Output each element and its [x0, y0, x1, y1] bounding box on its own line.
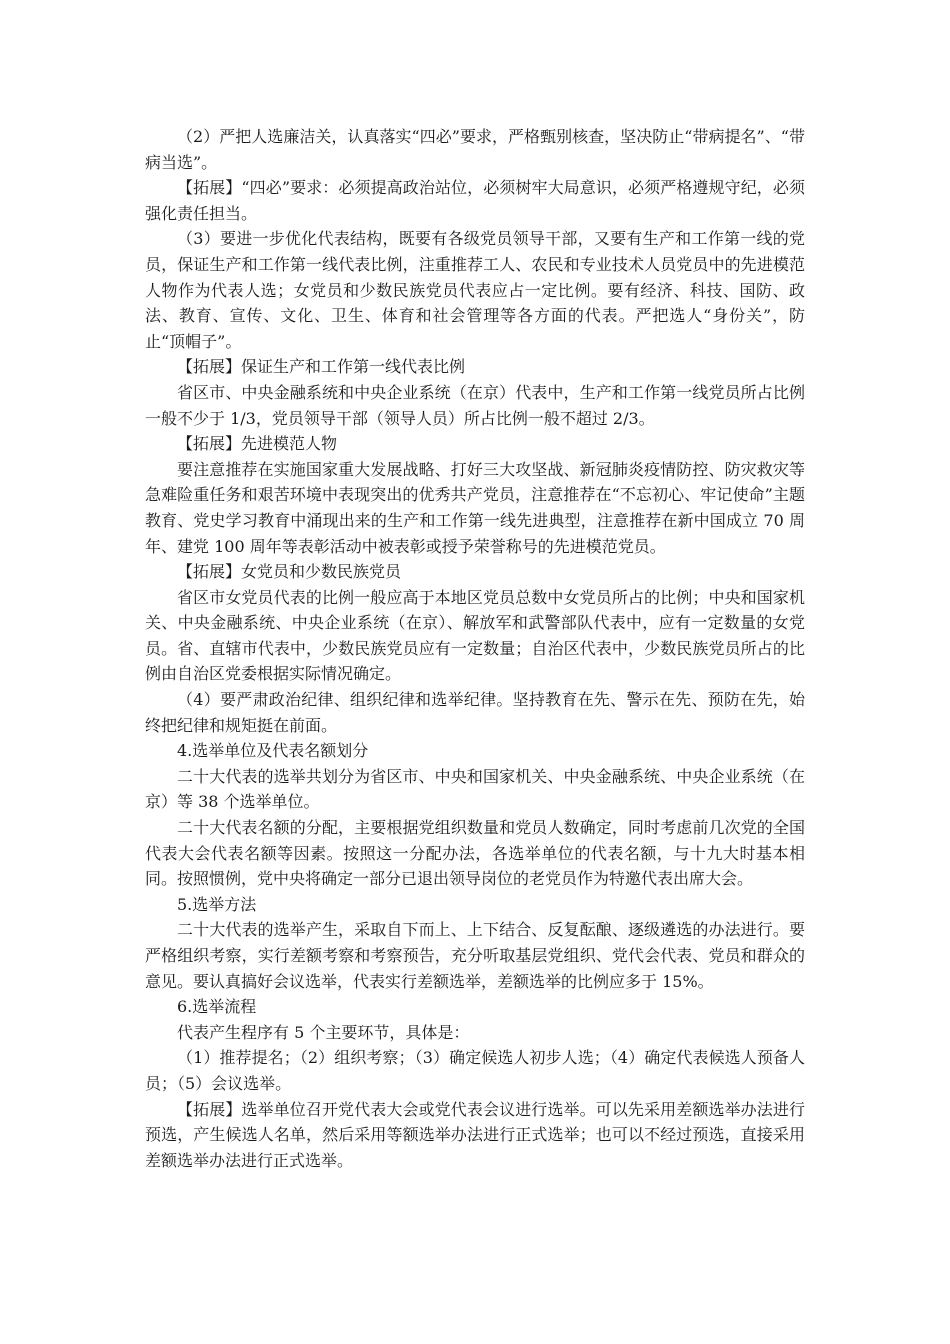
- paragraph-18: （1）推荐提名；（2）组织考察；（3）确定候选人初步人选；（4）确定代表候选人预备人员；（5）会议选举。: [145, 1048, 805, 1093]
- paragraph-19: 【拓展】选举单位召开党代表大会或党代表会议进行选举。可以先采用差额选举办法进行预选，产生候选人名单，然后采用等额选举办法进行正式选举；也可以不经过预选，直接采用差额选举办法进行正式选举。: [145, 1099, 805, 1170]
- paragraph-17: 代表产生程序有 5 个主要环节，具体是：: [177, 1022, 470, 1042]
- section-heading-5: 5.选举方法: [177, 894, 257, 914]
- paragraph-7: 要注意推荐在实施国家重大发展战略、打好三大攻坚战、新冠肺炎疫情防控、防灾救灾等急难险重任务和艰苦环境中表现突出的优秀共产党员，注意推荐在“不忘初心、牢记使命”主题教育、党史学习教育中涌现出来的生产和工作第一线先进典型，注意推荐在新中国成立 70 周年、建党 100 周年等表彰活动中被表彰或授予荣誉称号的先进模范党员。: [145, 459, 805, 556]
- section-heading-4: 4.选举单位及代表名额划分: [177, 741, 369, 761]
- document-body: [145, 124, 805, 1173]
- paragraph-13: 二十大代表名额的分配，主要根据党组织数量和党员人数确定，同时考虑前几次党的全国代表大会代表名额等因素。按照这一分配办法，各选举单位的代表名额，与十九大时基本相同。按照惯例，党中央将确定一部分已退出领导岗位的老党员作为特邀代表出席大会。: [145, 818, 805, 889]
- section-heading-6: 6.选举流程: [177, 997, 257, 1017]
- paragraph-5: 省区市、中央金融系统和中央企业系统（在京）代表中，生产和工作第一线党员所占比例一般不少于 1/3，党员领导干部（领导人员）所占比例一般不超过 2/3。: [145, 382, 805, 428]
- paragraph-10: （4）要严肃政治纪律、组织纪律和选举纪律。坚持教育在先、警示在先、预防在先，始终把纪律和规矩挺在前面。: [145, 690, 805, 735]
- paragraph-6: 【拓展】先进模范人物: [177, 434, 338, 454]
- paragraph-2: 【拓展】“四必”要求：必须提高政治站位，必须树牢大局意识，必须严格遵规守纪，必须强化责任担当。: [145, 178, 805, 223]
- paragraph-9: 省区市女党员代表的比例一般应高于本地区党员总数中女党员所占的比例；中央和国家机关、中央金融系统、中央企业系统（在京）、解放军和武警部队代表中，应有一定数量的女党员。省、直辖市代表中，少数民族党员应有一定数量；自治区代表中，少数民族党员所占的比例由自治区党委根据实际情况确定。: [145, 587, 805, 684]
- paragraph-15: 二十大代表的选举产生，采取自下而上、上下结合、反复酝酿、逐级遴选的办法进行。要严格组织考察，实行差额考察和考察预告，充分听取基层党组织、党代会代表、党员和群众的意见。要认真搞好会议选举，代表实行差额选举，差额选举的比例应多于 15%。: [145, 920, 805, 991]
- paragraph-3: （3）要进一步优化代表结构，既要有各级党员领导干部，又要有生产和工作第一线的党员，保证生产和工作第一线代表比例，注重推荐工人、农民和专业技术人员党员中的先进模范人物作为代表人选；女党员和少数民族党员代表应占一定比例。要有经济、科技、国防、政法、教育、宣传、文化、卫生、体育和社会管理等各方面的代表。严把选人“身份关”，防止“顶帽子”。: [145, 229, 805, 351]
- paragraph-8: 【拓展】女党员和少数民族党员: [177, 562, 402, 582]
- paragraph-4: 【拓展】保证生产和工作第一线代表比例: [177, 357, 466, 377]
- paragraph-12: 二十大代表的选举共划分为省区市、中央和国家机关、中央金融系统、中央企业系统（在京）等 38 个选举单位。: [145, 766, 805, 812]
- paragraph-1: （2）严把人选廉洁关，认真落实“四必”要求，严格甄别核查，坚决防止“带病提名”、“带病当选”。: [145, 127, 805, 172]
